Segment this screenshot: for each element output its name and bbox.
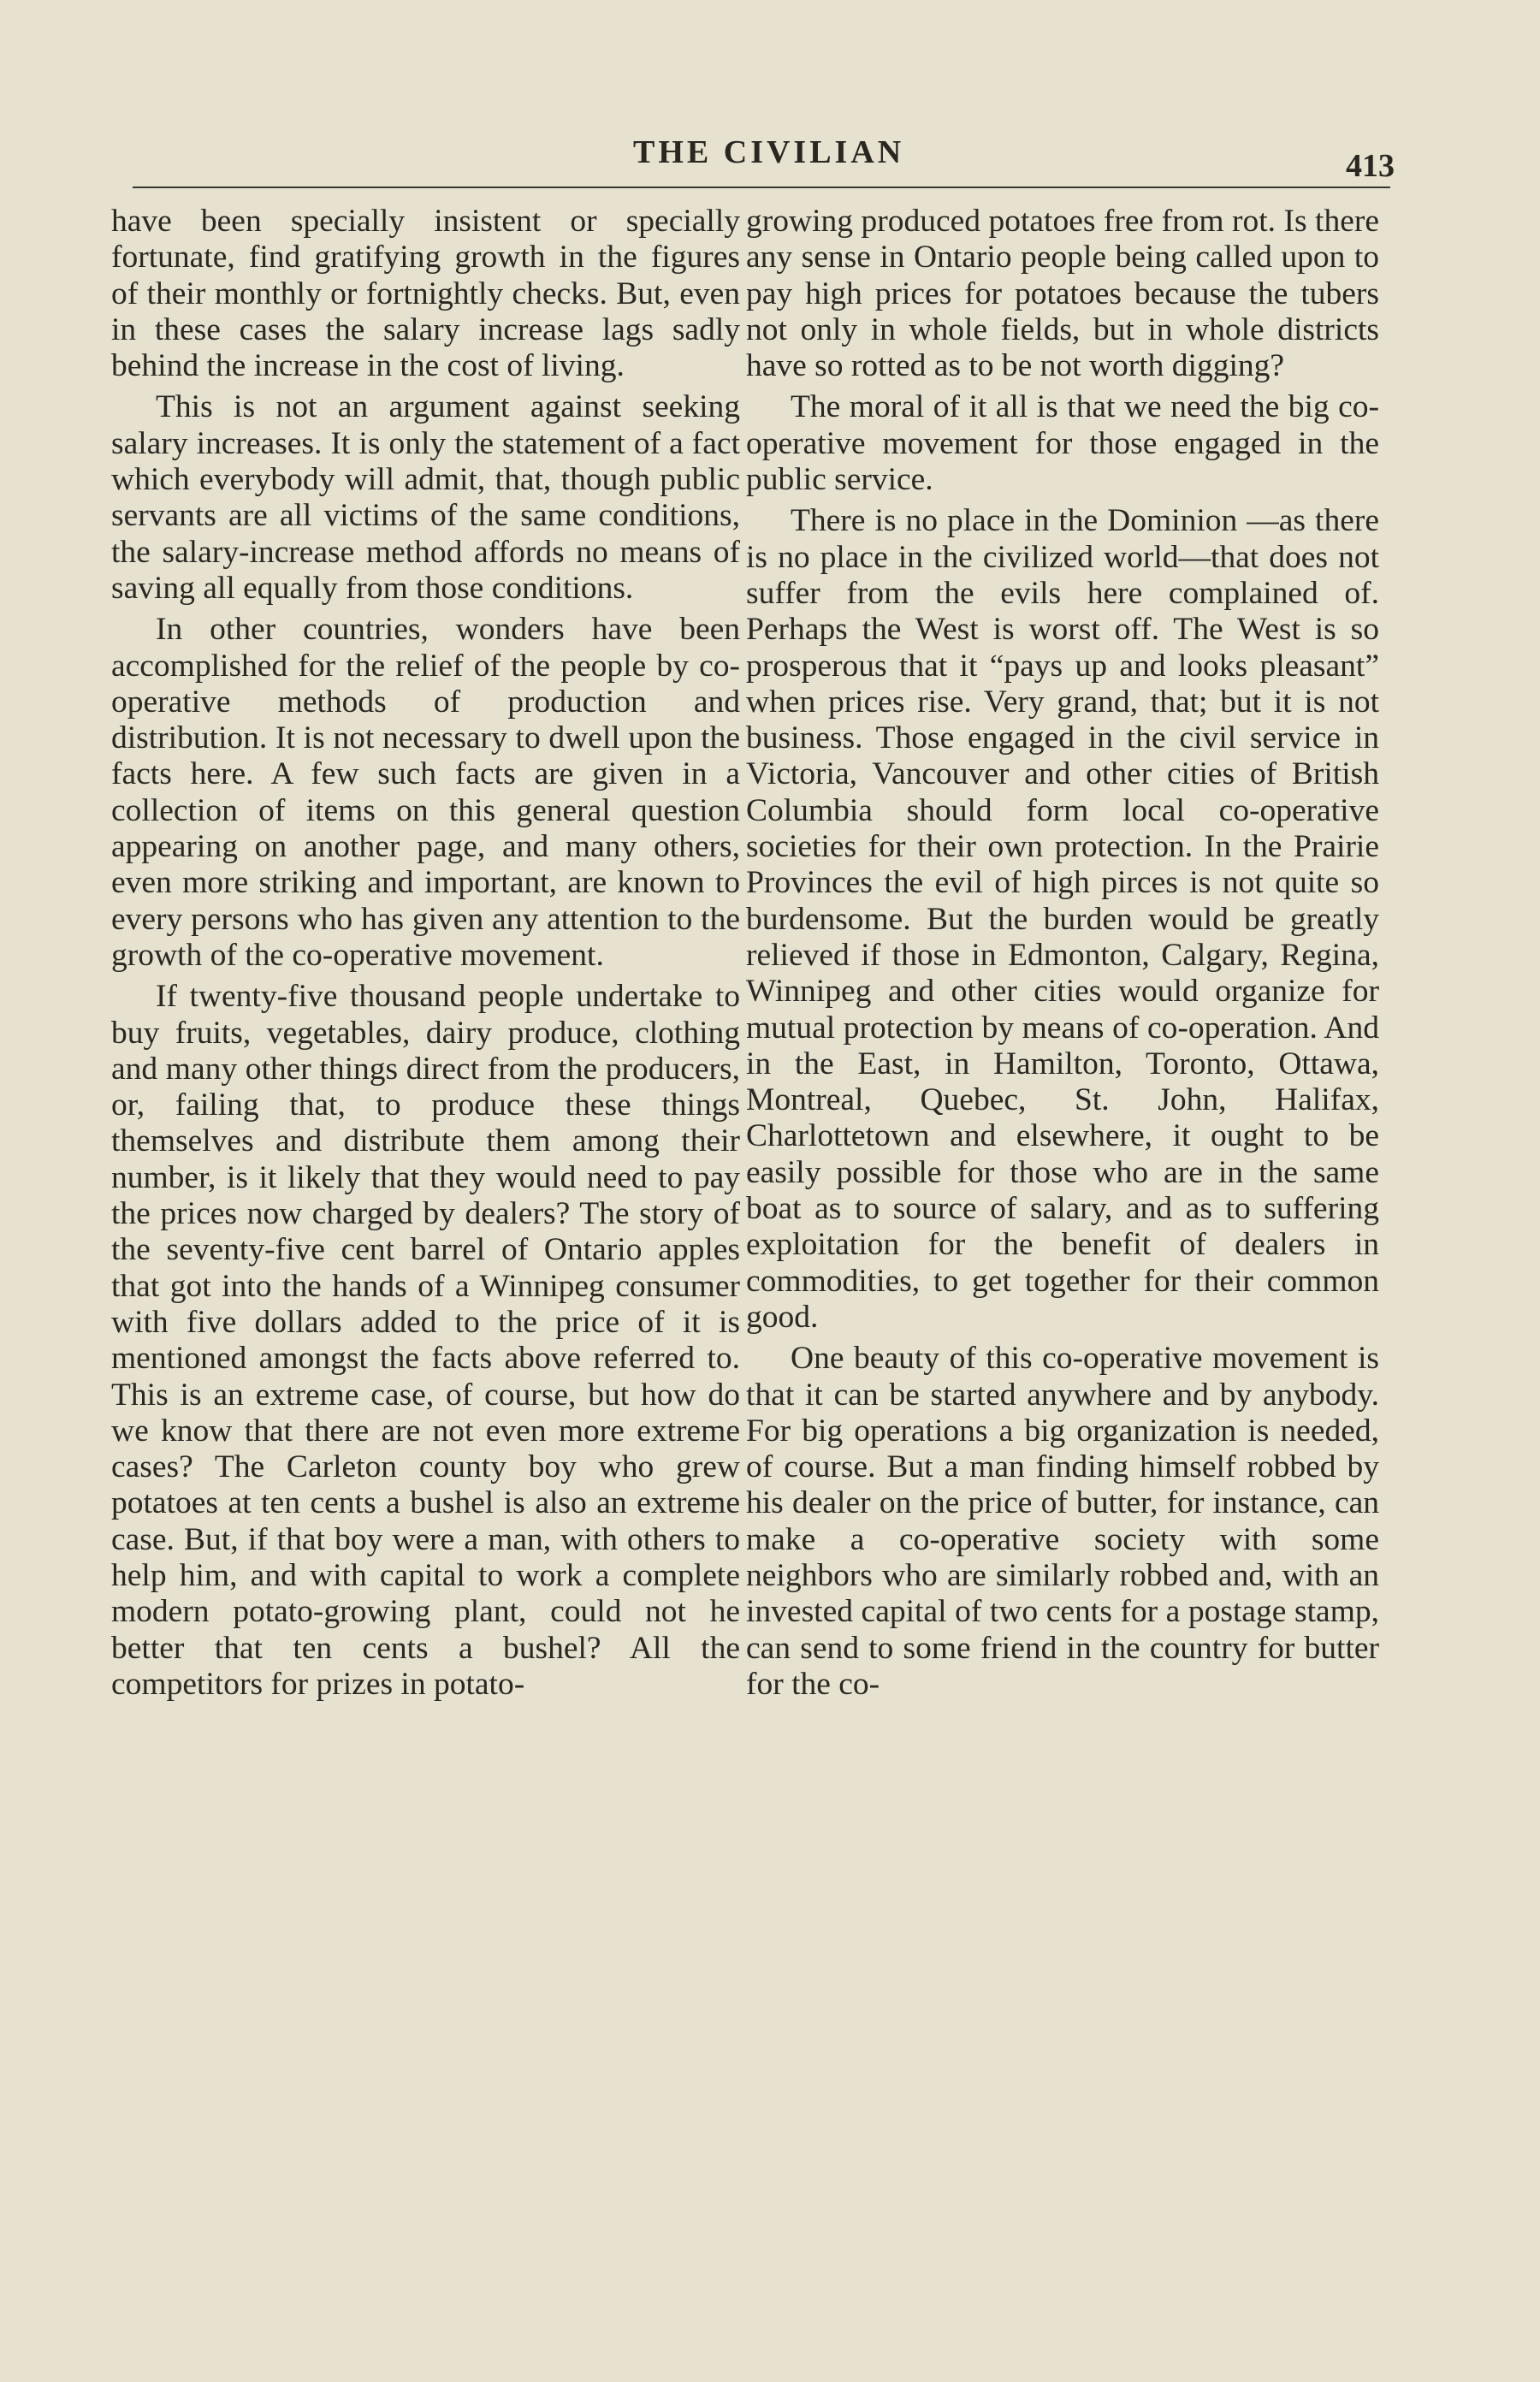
header-rule [133,187,1390,188]
page-number: 413 [1346,148,1395,184]
paragraph: In other countries, wonders have been accomplished for the relief of the people by co-operative methods of production and distribution. It is not necessary to dwell upon the facts here. A few such facts are given in a collection of items on this general question appearing on another page, and many others, even more striking and important, are known to every persons who has given any attention to the growth of the co-operative movement. [111,612,740,973]
paragraph: This is not an argument against seeking salary increases. It is only the statement of a fact which everybody will admit, that, though public servants are all victims of the same conditions, the salary-increase method affords no means of saving all equally from those conditions. [111,389,740,606]
paragraph: There is no place in the Dominion —as there is no place in the civilized world—that does not suffer from the evils here complained of. Perhaps the West is worst off. The West is so prosperous that it “pays up and looks pleasant” when prices rise. Very grand, that; but it is not business. Those engaged in the civil service in Victoria, Vancouver and other cities of British Columbia should form local co-operative societies for their own protection. In the Prairie Provinces the evil of high pirces is not quite so burdensome. But the burden would be greatly relieved if those in Edmonton, Calgary, Regina, Winnipeg and other cities would organize for mutual protection by means of co-operation. And in the East, in Hamilton, Toronto, Ottawa, Montreal, Quebec, St. John, Halifax, Charlottetown and elsewhere, it ought to be easily possible for those who are in the same boat as to source of salary, and as to suffering exploitation for the benefit of dealers in commodities, to get together for their common good. [746,503,1379,1335]
paragraph-continued: have been specially insistent or specially fortunate, find gratifying growth in the figures of their monthly or fortnightly checks. But, even in these cases the salary increase lags sadly behind the increase in the cost of living. [111,204,740,384]
left-column [111,204,740,1703]
paragraph: One beauty of this co-operative movement is that it can be started anywhere and by anybody. For big operations a big organization is needed, of course. But a man finding himself robbed by his dealer on the price of butter, for instance, can make a co-operative society with some neighbors who are similarly robbed and, with an invested capital of two cents for a postage stamp, can send to some friend in the country for butter for the co- [746,1341,1379,1702]
right-column [746,204,1379,1703]
paragraph: If twenty-five thousand people undertake to buy fruits, vegetables, dairy produce, clothing and many other things direct from the producers, or, failing that, to produce these things themselves and distribute them among their number, is it likely that they would need to pay the prices now charged by dealers? The story of the seventy-five cent barrel of Ontario apples that got into the hands of a Winnipeg consumer with five dollars added to the price of it is mentioned amongst the facts above referred to. This is an extreme case, of course, but how do we know that there are not even more extreme cases? The Carleton county boy who grew potatoes at ten cents a bushel is also an extreme case. But, if that boy were a man, with others to help him, and with capital to work a complete modern potato-growing plant, could not he better that ten cents a bushel? All the competitors for prizes in potato- [111,979,740,1702]
paragraph-continued: growing produced potatoes free from rot. Is there any sense in Ontario people being called upon to pay high prices for potatoes because the tubers not only in whole fields, but in whole districts have so rotted as to be not worth digging? [746,204,1379,384]
paragraph: The moral of it all is that we need the big co-operative movement for those engaged in the public service. [746,389,1379,498]
running-title: THE CIVILIAN [633,134,905,170]
page-header [128,128,1395,188]
